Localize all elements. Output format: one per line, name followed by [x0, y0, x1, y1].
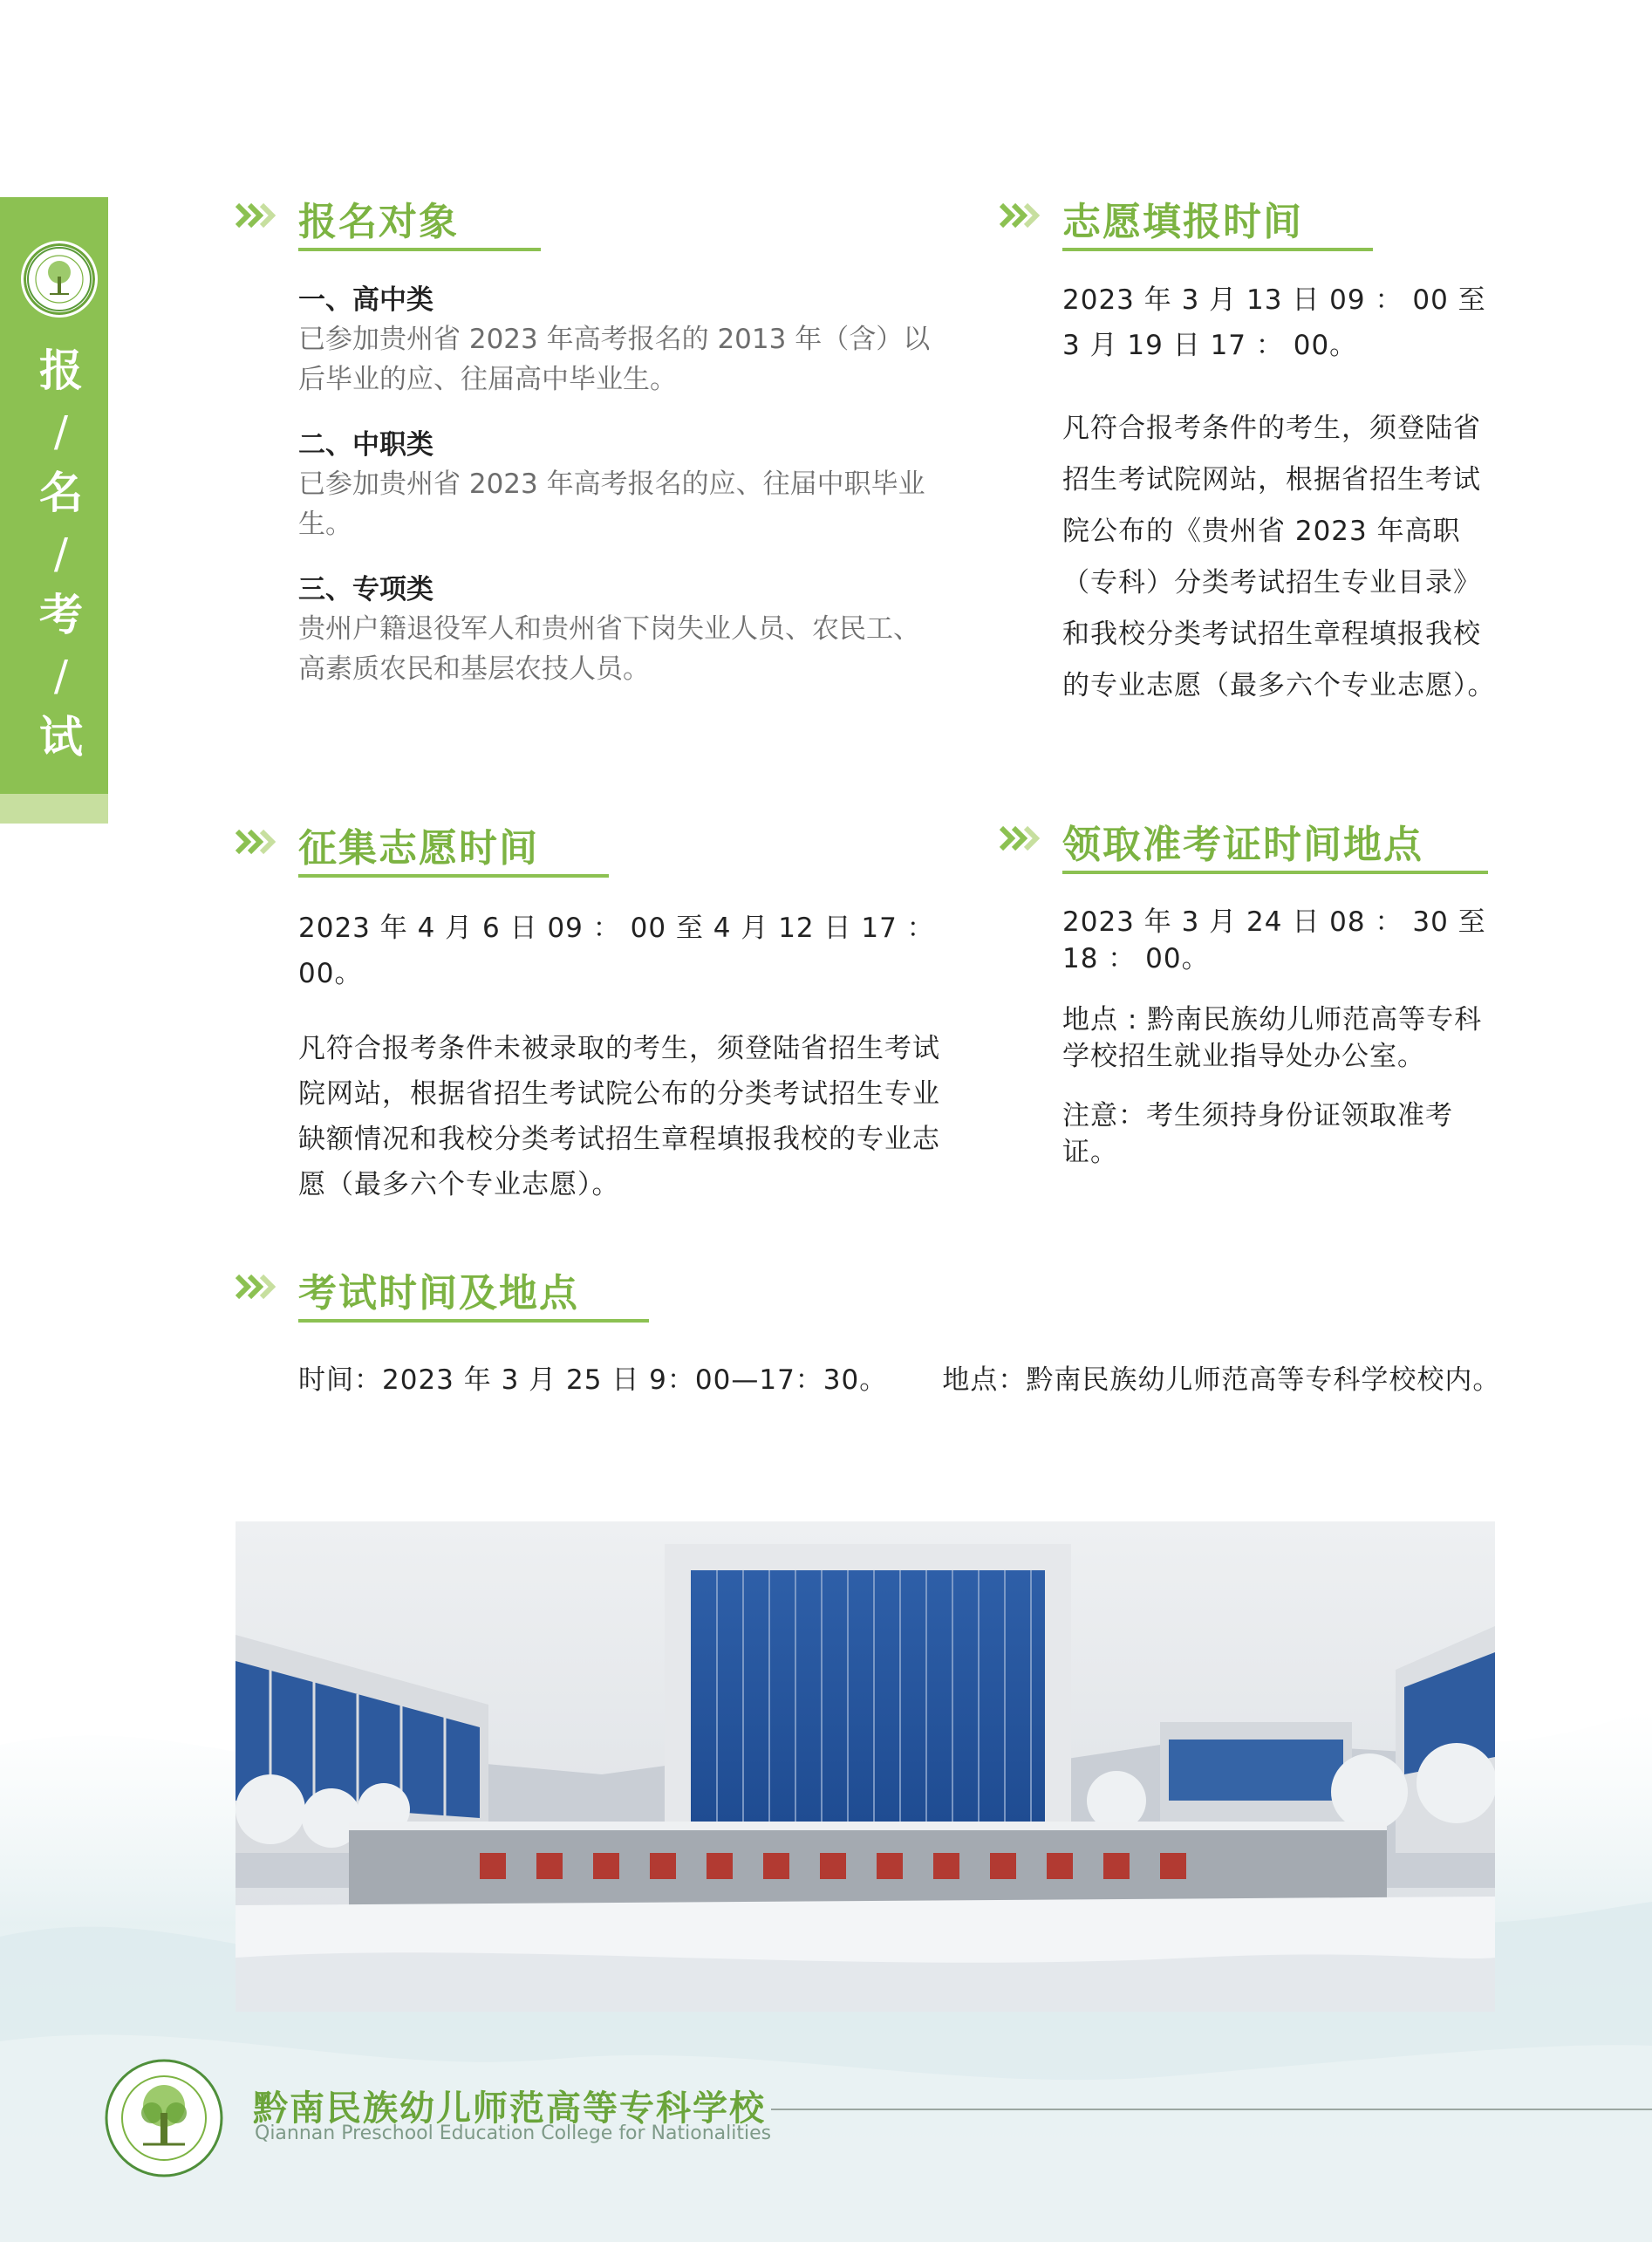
note-text: 注意：考生须持身份证领取准考证。 — [1062, 1100, 1453, 1168]
footer-college-name: 黔南民族幼儿师范高等专科学校 — [253, 2088, 766, 2129]
section-title: 征集志愿时间 — [298, 826, 539, 871]
description-text: 凡符合报考条件未被录取的考生，须登陆省招生考试院网站，根据省招生考试院公布的分类考试招生专业缺额情况和我校分类考试招生章程填报我校的专业志愿（最多六个专业志愿）。 — [298, 1033, 940, 1200]
side-char: 名 — [39, 468, 83, 518]
college-emblem-icon — [21, 241, 98, 318]
item-text: 贵州户籍退役军人和贵州省下岗失业人员、农民工、高素质农民和基层农技人员。 — [298, 613, 920, 685]
side-char: 考 — [39, 590, 83, 640]
time-text: 2023 年 4 月 6 日 09 ： 00 至 4 月 12 日 17 ： 00。 — [298, 913, 935, 989]
side-tab-strip — [0, 794, 108, 824]
section-exam — [236, 1261, 1631, 1396]
item-heading: 三、专项类 — [298, 574, 433, 605]
section-title: 志愿填报时间 — [1062, 200, 1303, 244]
section-admission-ticket — [1000, 813, 1628, 1168]
item-heading: 二、中职类 — [298, 429, 433, 461]
section-underline — [1062, 248, 1373, 251]
side-char: 试 — [39, 712, 83, 762]
exam-time-text: 时间：2023 年 3 月 25 日 9：00—17：30。 — [298, 1364, 888, 1396]
time-text: 2023 年 3 月 24 日 08 ： 30 至 18 ： 00。 — [1062, 906, 1486, 974]
section-underline — [298, 874, 609, 878]
college-logo-icon — [103, 2057, 225, 2179]
side-slash: / — [53, 530, 69, 578]
chevron-right-icon — [236, 1274, 276, 1300]
section-underline — [298, 1319, 649, 1323]
item-heading: 一、高中类 — [298, 284, 433, 316]
side-char: 报 — [39, 345, 83, 396]
item-text: 已参加贵州省 2023 年高考报名的应、往届中职毕业生。 — [298, 468, 925, 540]
section-title: 领取准考证时间地点 — [1062, 823, 1423, 867]
section-collect-time — [236, 817, 951, 1200]
side-title — [0, 340, 122, 768]
section-title: 报名对象 — [298, 200, 459, 244]
chevron-right-icon — [1000, 202, 1040, 229]
exam-location-text: 地点：黔南民族幼儿师范高等专科学校校内。 — [942, 1364, 1501, 1396]
time-text: 2023 年 3 月 13 日 09 ： 00 至 3 月 19 日 17 ： 00。 — [1062, 284, 1486, 361]
footer-college-name-en: Qiannan Preschool Education College for Nationalities — [255, 2122, 772, 2144]
footer-divider — [771, 2109, 1652, 2110]
section-volunteer-time — [1000, 190, 1628, 701]
chevron-right-icon — [236, 202, 276, 229]
section-underline — [1062, 871, 1488, 874]
chevron-right-icon — [236, 829, 276, 855]
section-eligibility — [236, 190, 951, 685]
campus-photo — [236, 1521, 1495, 2012]
side-slash: / — [53, 652, 69, 701]
section-underline — [298, 248, 541, 251]
side-slash: / — [53, 407, 69, 456]
item-text: 已参加贵州省 2023 年高考报名的 2013 年（含）以后毕业的应、往届高中毕业生。 — [298, 324, 931, 395]
location-text: 地点 : 黔南民族幼儿师范高等专科学校招生就业指导处办公室。 — [1062, 1004, 1483, 1072]
description-text: 凡符合报考条件的考生，须登陆省招生考试院网站，根据省招生考试院公布的《贵州省 2023 年高职（专科）分类考试招生专业目录》和我校分类考试招生章程填报我校的专业志愿（最多六个专业志愿）。 — [1062, 413, 1496, 701]
chevron-right-icon — [1000, 825, 1040, 851]
section-title: 考试时间及地点 — [298, 1271, 579, 1316]
